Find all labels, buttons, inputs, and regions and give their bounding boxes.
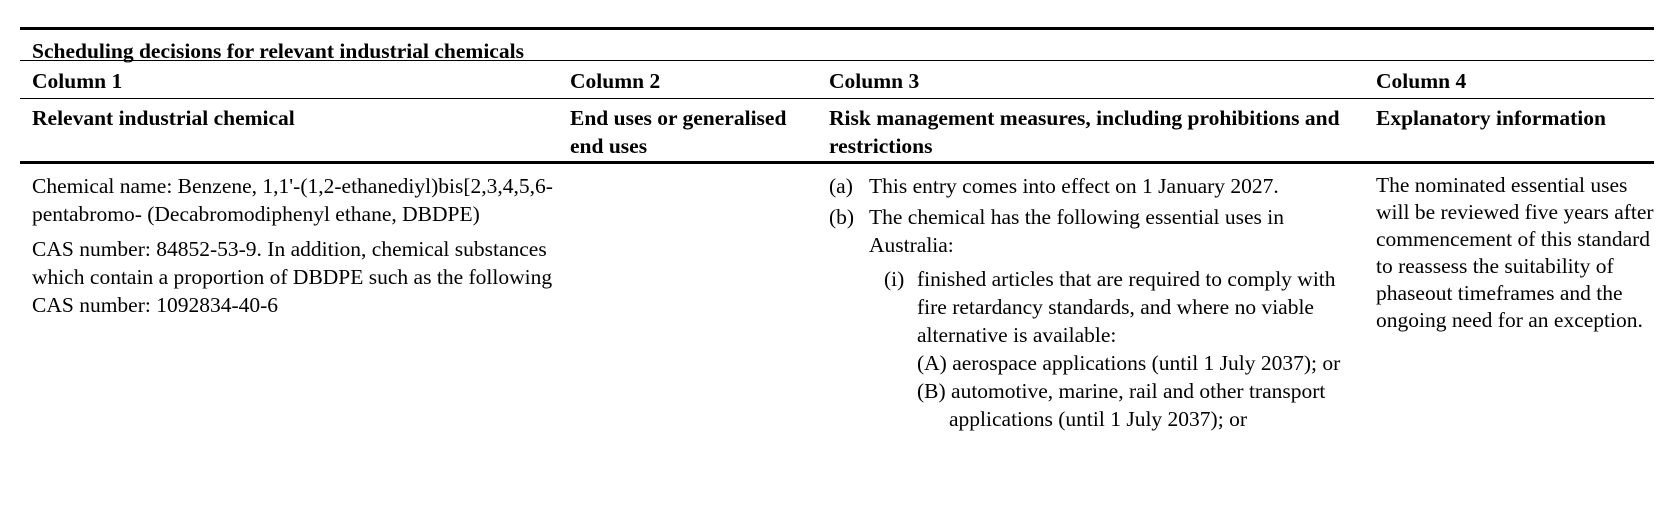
column-1-number: Column 1 — [32, 69, 123, 93]
column-3-number: Column 3 — [829, 69, 920, 93]
measures-cell — [818, 172, 1366, 436]
column-4-heading: Explanatory information — [1376, 106, 1606, 130]
cas-number: CAS number: 84852-53-9. In addition, chemical substances which contain a proportion of DBDPE such as the following CAS number: 1092834-40-6 — [32, 237, 553, 317]
column-1-heading: Relevant industrial chemical — [32, 106, 295, 130]
end-uses-cell — [560, 172, 818, 436]
explanatory-text: The nominated essential uses will be reviewed five years after commencement of this standard to reassess the suitability of phaseout timeframes and the ongoing need for an exception. — [1376, 173, 1654, 332]
list-marker: (b) — [829, 205, 855, 229]
column-heading-row — [20, 99, 1654, 164]
column-4-number: Column 4 — [1376, 69, 1467, 93]
measure-b-i-b-text: (B) automotive, marine, rail and other transport applications (until 1 July 2037); or — [917, 379, 1326, 431]
table-title: Scheduling decisions for relevant industrial chemicals — [20, 30, 1654, 61]
column-number-row — [20, 61, 1654, 99]
measure-b-i-text: finished articles that are required to comply with fire retardancy standards, and where no viable alternative is available: — [917, 267, 1336, 347]
measure-b-text: The chemical has the following essential uses in Australia: — [869, 205, 1284, 257]
sub-item-body — [917, 265, 1366, 433]
essential-uses-list — [884, 265, 1366, 433]
measure-a-text: This entry comes into effect on 1 January 2027. — [869, 174, 1279, 198]
list-item — [884, 265, 1366, 433]
explanatory-cell — [1366, 172, 1654, 436]
column-2-heading: End uses or generalised end uses — [570, 106, 787, 158]
column-2-number: Column 2 — [570, 69, 661, 93]
measure-b-i-a-text: (A) aerospace applications (until 1 July 2037); or — [917, 351, 1341, 375]
list-marker: (i) — [884, 267, 905, 291]
list-marker: (a) — [829, 174, 853, 198]
chemical-cell — [20, 172, 560, 436]
scheduling-table — [20, 27, 1654, 436]
chemical-name: Chemical name: Benzene, 1,1'-(1,2-ethanediyl)bis[2,3,4,5,6-pentabromo- (Decabromodiphenyl ethane, DBDPE) — [32, 174, 553, 226]
list-item — [829, 172, 1366, 200]
column-3-heading: Risk management measures, including prohibitions and restrictions — [829, 106, 1340, 158]
list-item — [829, 203, 1366, 259]
table-row — [20, 164, 1654, 436]
